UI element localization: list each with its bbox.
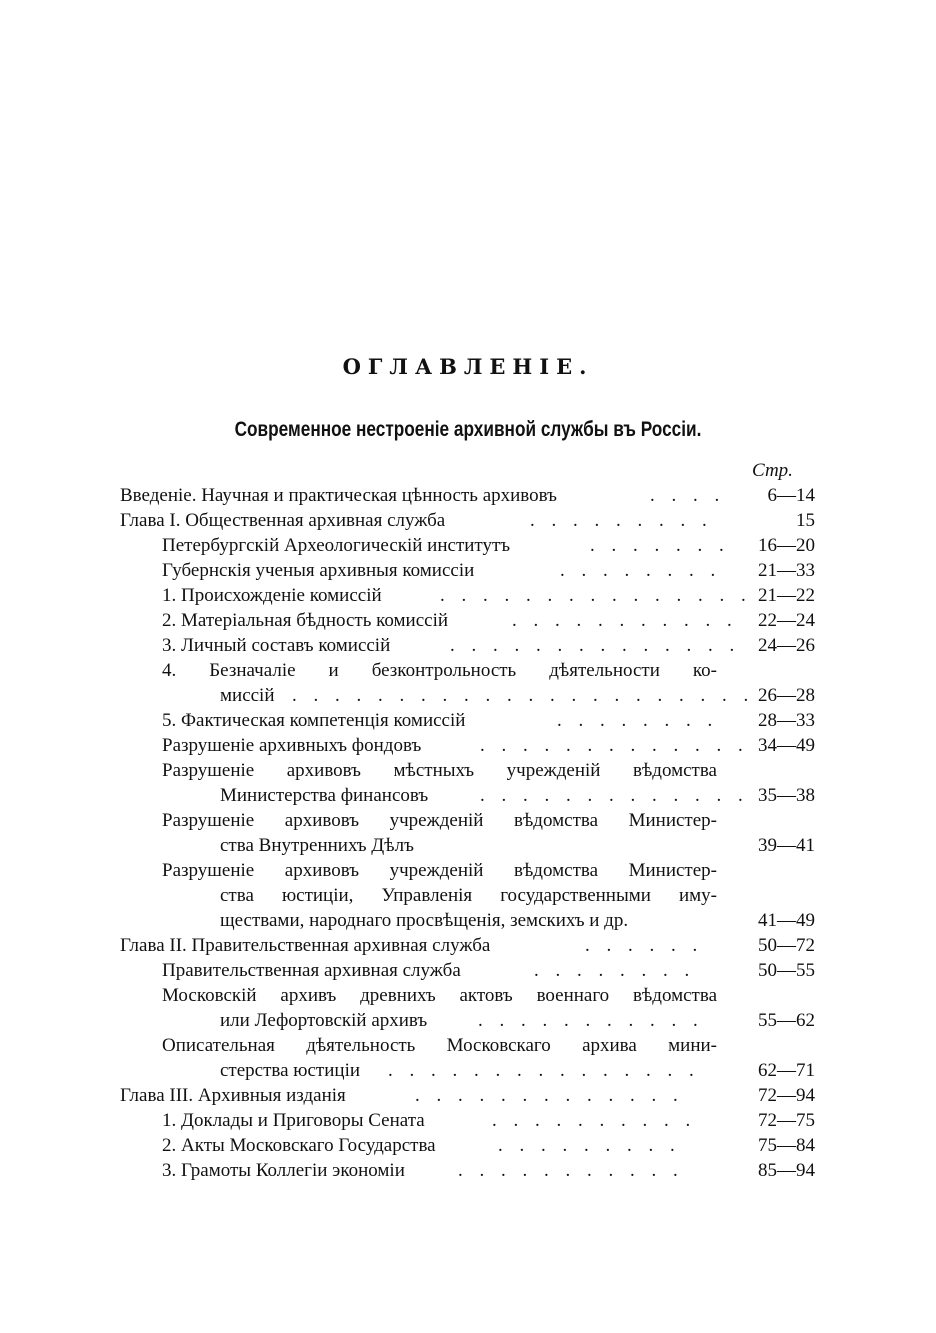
toc-entry-text: Петербургскій Археологическій институтъ — [162, 535, 511, 556]
toc-entry-text-cont: ства юстиціи, Управленія государственными иму- — [220, 885, 717, 906]
toc-entry-continuation[interactable] — [220, 883, 717, 908]
toc-entry-page: 39—41 — [758, 835, 815, 856]
toc-entry-text-cont: или Лефортовскій архивъ — [220, 1010, 428, 1031]
toc-entry-page: 72—75 — [758, 1110, 815, 1131]
toc-entry-page: 50—55 — [758, 960, 815, 981]
toc-subtitle: Современное нестроеніе архивной службы въ Россіи. — [234, 418, 702, 441]
toc-entry-page: 22—24 — [758, 610, 815, 631]
toc-entry-text: 4. Безначаліе и безконтрольность дѣятельности ко- — [162, 660, 717, 681]
toc-entry[interactable] — [162, 808, 717, 833]
toc-entry-text: 3. Грамоты Коллегіи экономіи — [162, 1160, 405, 1181]
toc-entry[interactable] — [120, 508, 820, 533]
page-column-label: Стр. — [752, 460, 793, 481]
toc-entry-continuation[interactable] — [220, 1008, 820, 1033]
toc-entry[interactable] — [162, 983, 717, 1008]
toc-entry[interactable] — [162, 533, 820, 558]
toc-entry[interactable] — [162, 708, 820, 733]
toc-entry-text: Глава III. Архивныя изданія — [120, 1085, 346, 1106]
toc-entry-text: Глава I. Общественная архивная служба — [120, 510, 446, 531]
dot-leader: . . . . . . . . . . . — [512, 610, 738, 631]
toc-entry-text: Московскій архивъ древнихъ актовъ военнаго вѣдомства — [162, 985, 717, 1006]
toc-entry-page: 16—20 — [758, 535, 815, 556]
toc-entry[interactable] — [162, 658, 717, 683]
toc-entry-page: 50—72 — [758, 935, 815, 956]
toc-entry-text: 1. Происхожденіе комиссій — [162, 585, 382, 606]
dot-leader: . . . . . . . . . . . . . — [415, 1085, 684, 1106]
toc-entry-text: Губернскія ученыя архивныя комиссіи — [162, 560, 475, 581]
toc-entry-page: 75—84 — [758, 1135, 815, 1156]
toc-entry-text: Введеніе. Научная и практическая цѣнность архивовъ — [120, 485, 557, 506]
toc-entry-page: 35—38 — [758, 785, 815, 806]
toc-entry-text: 5. Фактическая компетенція комиссій — [162, 710, 466, 731]
toc-entry-text: Описательная дѣятельность Московскаго архива мини- — [162, 1035, 717, 1056]
toc-entry[interactable] — [162, 583, 820, 608]
toc-entry-text-cont2: ществами, народнаго просвѣщенія, земскихъ и др. — [220, 910, 629, 931]
toc-entry[interactable] — [162, 758, 717, 783]
toc-entry[interactable] — [120, 483, 820, 508]
toc-entry-continuation[interactable] — [220, 833, 820, 858]
dot-leader: . . . . . . . . — [560, 560, 722, 581]
toc-entry[interactable] — [162, 1108, 820, 1133]
toc-entry-text-cont: миссій — [220, 685, 275, 706]
toc-entry-text: 1. Доклады и Приговоры Сената — [162, 1110, 425, 1131]
dot-leader: . . . . — [650, 485, 726, 506]
dot-leader: . . . . . . — [585, 935, 704, 956]
dot-leader: . . . . . . . . — [534, 960, 696, 981]
toc-entry-continuation[interactable] — [220, 783, 820, 808]
toc-entry-page: 26—28 — [758, 685, 815, 706]
dot-leader: . . . . . . . . . . . . . . . — [440, 585, 752, 606]
dot-leader: . . . . . . . . . . . . . . . — [388, 1060, 700, 1081]
dot-leader: . . . . . . . . . — [530, 510, 713, 531]
toc-entry[interactable] — [120, 933, 820, 958]
toc-entry-text: Правительственная архивная служба — [162, 960, 461, 981]
toc-entry-page: 72—94 — [758, 1085, 815, 1106]
toc-entry-page: 15 — [796, 510, 815, 531]
toc-entry-continuation[interactable] — [220, 683, 820, 708]
dot-leader: . . . . . . . . . — [498, 1135, 681, 1156]
toc-entry-text: Разрушеніе архивныхъ фондовъ — [162, 735, 422, 756]
dot-leader: . . . . . . . . . . . . . . . . . . . . . . — [292, 685, 755, 706]
toc-entry-page: 41—49 — [758, 910, 815, 931]
toc-entry-page: 55—62 — [758, 1010, 815, 1031]
toc-entry-page: 21—33 — [758, 560, 815, 581]
toc-entry[interactable] — [162, 558, 820, 583]
toc-entry-text-cont: Министерства финансовъ — [220, 785, 429, 806]
dot-leader: . . . . . . . . . . . . . — [480, 735, 749, 756]
toc-entry[interactable] — [162, 633, 820, 658]
toc-entry-text: Глава II. Правительственная архивная служба — [120, 935, 491, 956]
toc-entry-continuation[interactable] — [220, 1058, 820, 1083]
dot-leader: . . . . . . . . . . . . . . — [450, 635, 741, 656]
dot-leader: . . . . . . . . . . . — [478, 1010, 704, 1031]
toc-entry[interactable] — [162, 1158, 820, 1183]
toc-entry-page: 24—26 — [758, 635, 815, 656]
toc-entry[interactable] — [162, 958, 820, 983]
toc-entry[interactable] — [162, 858, 717, 883]
toc-entry-page: 6—14 — [767, 485, 815, 506]
toc-entry-text: 2. Акты Московскаго Государства — [162, 1135, 436, 1156]
toc-entry-page: 34—49 — [758, 735, 815, 756]
toc-entry[interactable] — [162, 733, 820, 758]
dot-leader: . . . . . . . . . . . — [458, 1160, 684, 1181]
toc-entry-text: Разрушеніе архивовъ мѣстныхъ учрежденій вѣдомства — [162, 760, 717, 781]
toc-entry[interactable] — [162, 1133, 820, 1158]
toc-entry-page: 62—71 — [758, 1060, 815, 1081]
toc-entry[interactable] — [162, 1033, 717, 1058]
toc-entry-text: 3. Личный составъ комиссій — [162, 635, 391, 656]
toc-entry-text-cont: ства Внутреннихъ Дѣлъ — [220, 835, 414, 856]
toc-entry[interactable] — [120, 1083, 820, 1108]
toc-entry-page: 85—94 — [758, 1160, 815, 1181]
toc-entry-text: Разрушеніе архивовъ учрежденій вѣдомства Министер- — [162, 810, 717, 831]
dot-leader: . . . . . . . . . . — [492, 1110, 697, 1131]
dot-leader: . . . . . . . . . . . . . — [480, 785, 749, 806]
toc-entry-text-cont: стерства юстиціи — [220, 1060, 361, 1081]
dot-leader: . . . . . . . — [590, 535, 730, 556]
toc-entry[interactable] — [162, 608, 820, 633]
toc-entry-page: 28—33 — [758, 710, 815, 731]
toc-heading: ОГЛАВЛЕНІЕ. — [342, 354, 594, 379]
toc-entry-text: 2. Матеріальная бѣдность комиссій — [162, 610, 449, 631]
toc-entry-page: 21—22 — [758, 585, 815, 606]
dot-leader: . . . . . . . . — [557, 710, 719, 731]
toc-entry-continuation[interactable] — [220, 908, 820, 933]
toc-entry-text: Разрушеніе архивовъ учрежденій вѣдомства Министер- — [162, 860, 717, 881]
